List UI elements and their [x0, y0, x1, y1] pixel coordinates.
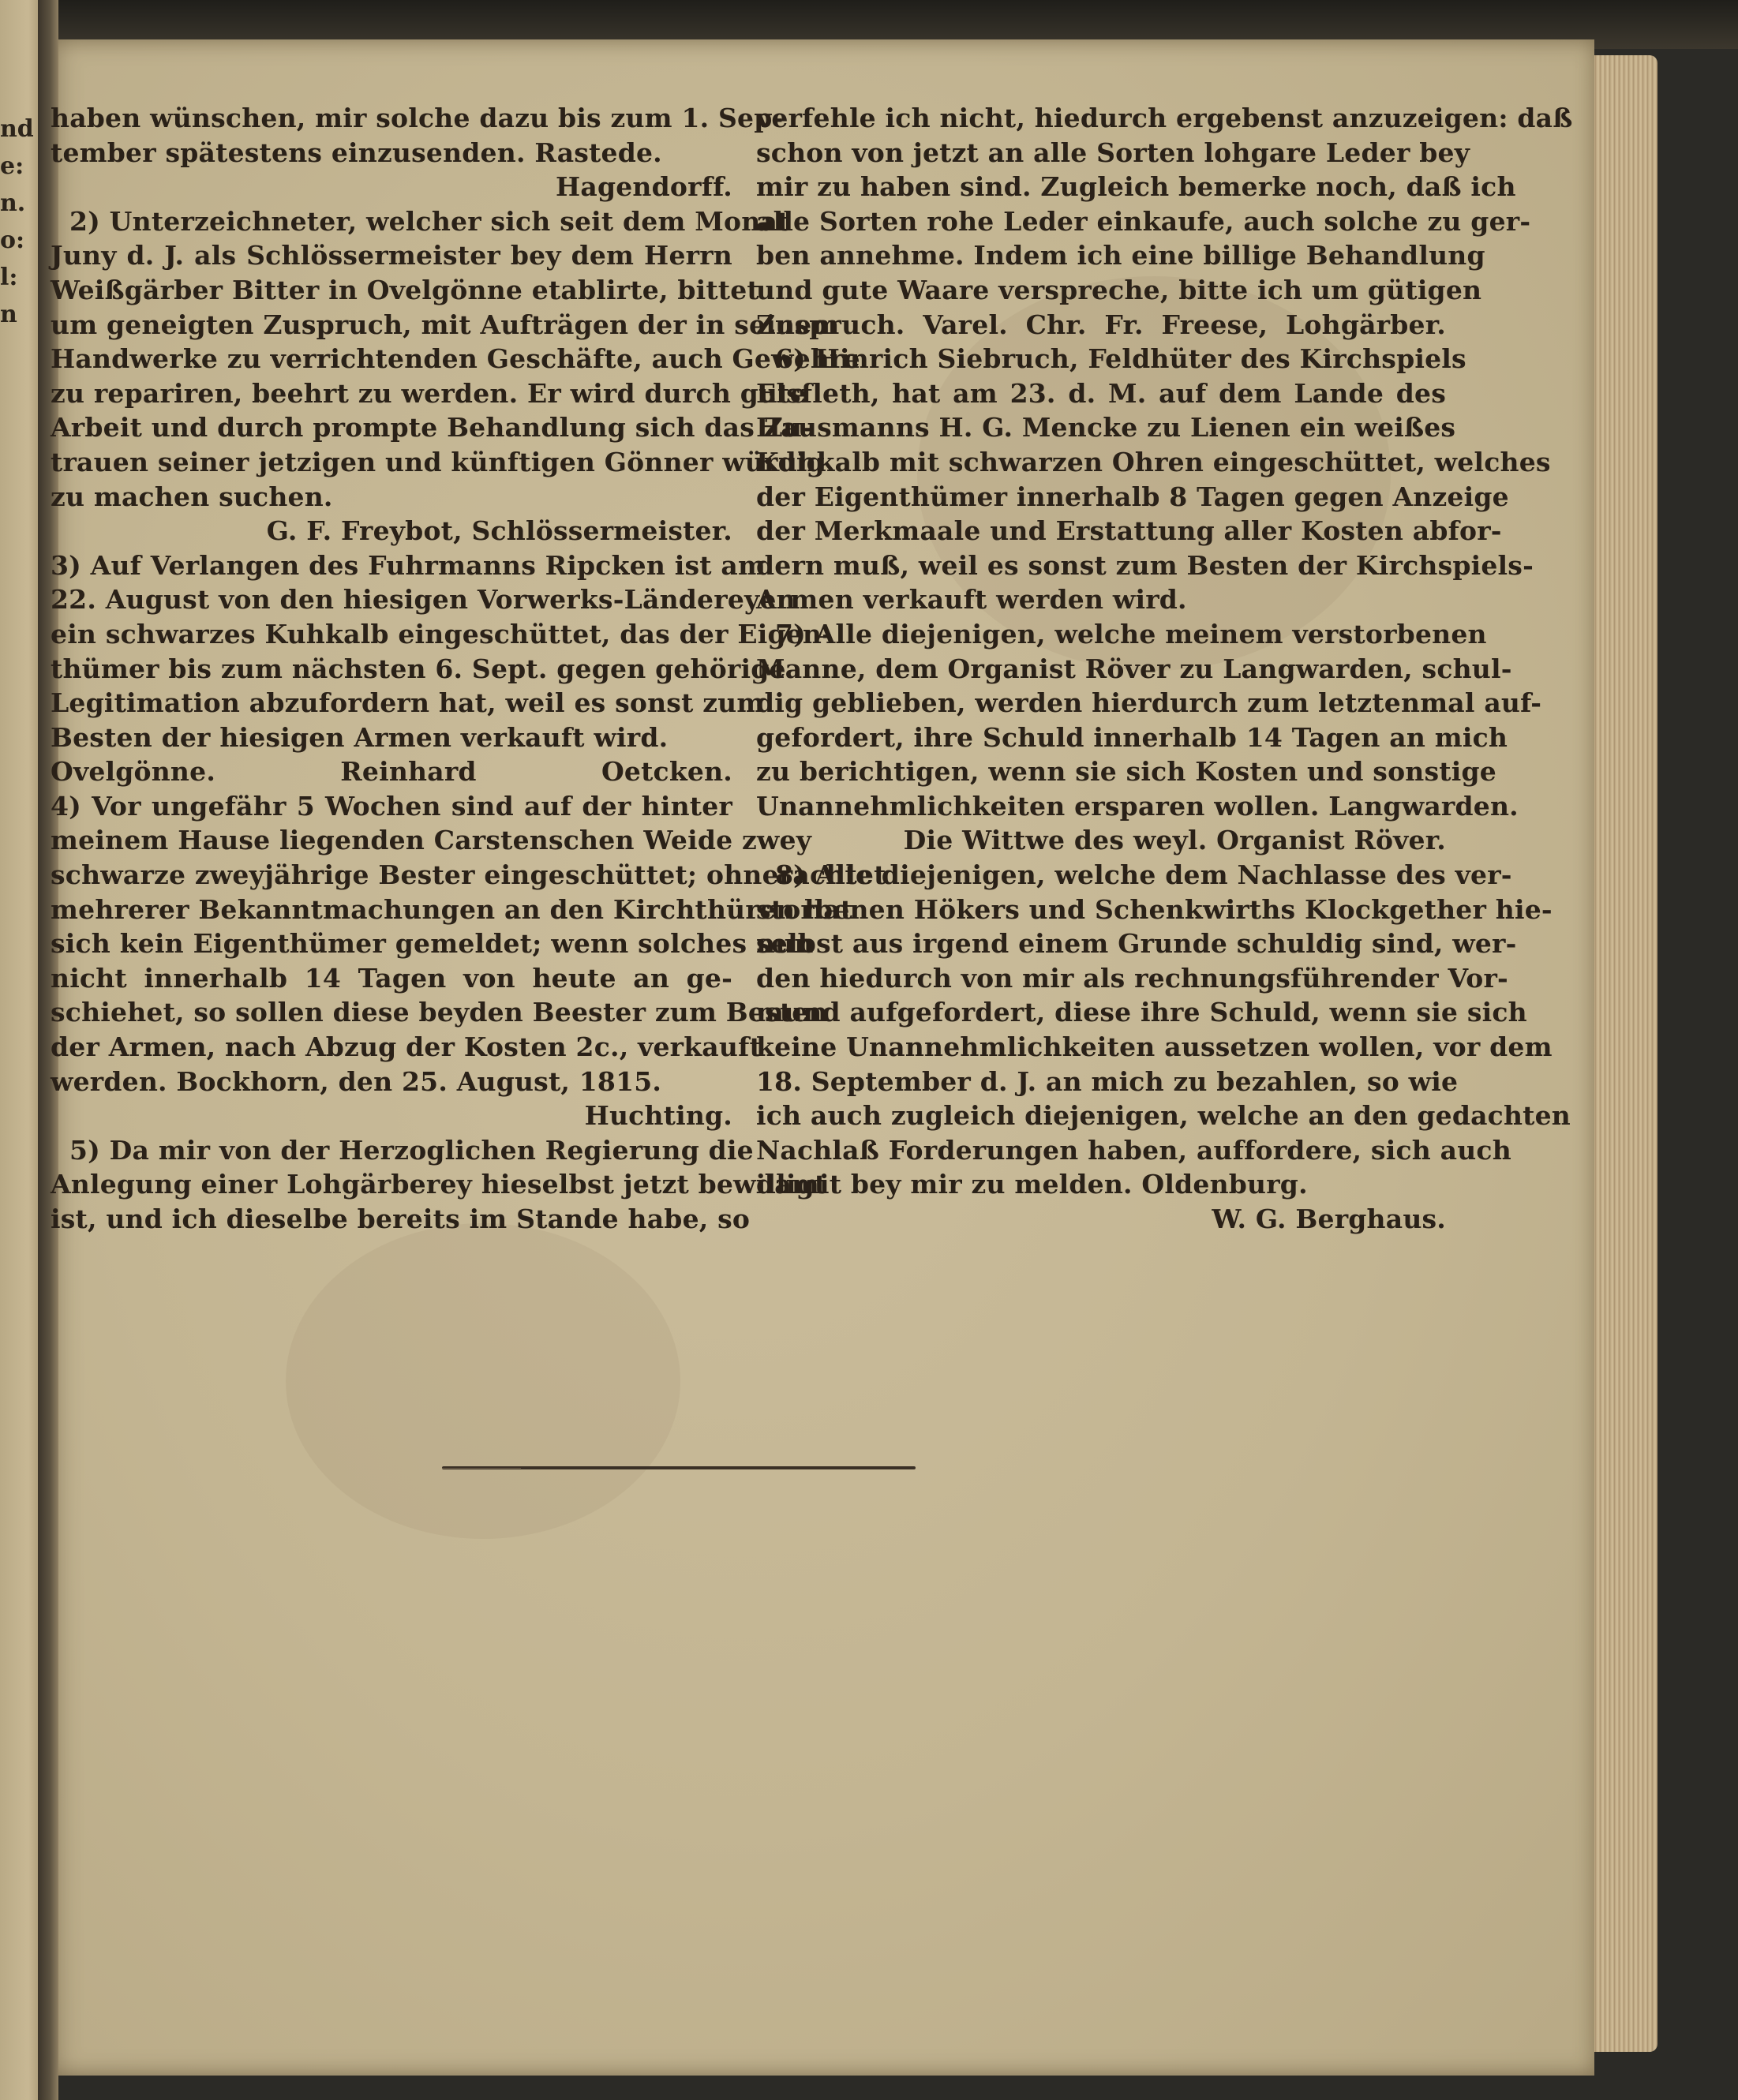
text-line: Arbeit und durch prompte Behandlung sich das Zu- [51, 412, 814, 444]
text-line: Huchting. [584, 1100, 732, 1132]
text-line: schon von jetzt an alle Sorten lohgare Leder bey [756, 137, 1470, 168]
text-line: Anlegung einer Lohgärberey hieselbst jetzt bewilligt [51, 1169, 827, 1200]
text-line: dern muß, weil es sonst zum Besten der Kirchspiels- [756, 549, 1534, 581]
text-line: haben wünschen, mir solche dazu bis zum 1. Sep- [51, 103, 784, 133]
text-line: ist, und ich dieselbe bereits im Stande habe, so [51, 1203, 751, 1234]
text-line: 5) Da mir von der Herzoglichen Regierung die [69, 1134, 754, 1166]
left-fragment: l: [0, 264, 18, 291]
text-line: mir zu haben sind. Zugleich bemerke noch, daß ich [756, 171, 1516, 203]
text-line: zu machen suchen. [51, 481, 333, 512]
text-line: trauen seiner jetzigen und künftigen Gönner würdig [51, 446, 825, 477]
text-line: Armen verkauft werden wird. [756, 584, 1187, 616]
text-line: G. F. Freybot, Schlössermeister. [266, 515, 732, 547]
text-line: Kuhkalb mit schwarzen Ohren eingeschüttet, welches [756, 446, 1551, 477]
text-line: 4) Vor ungefähr 5 Wochen sind auf der hinter [51, 790, 732, 822]
text-line: W. G. Berghaus. [1212, 1203, 1446, 1234]
text-line: ich auch zugleich diejenigen, welche an den gedachten [756, 1100, 1571, 1132]
text-line: der Armen, nach Abzug der Kosten 2c., verkauft [51, 1031, 762, 1063]
text-line: tember spätestens einzusenden. Rastede. [51, 137, 662, 168]
text-line: 6) Hinrich Siebruch, Feldhüter des Kirchspiels [775, 343, 1466, 375]
text-line: schiehet, so sollen diese beyden Beester zum Besten [51, 997, 828, 1028]
text-line: 2) Unterzeichneter, welcher sich seit dem Monat [69, 205, 790, 237]
text-line: Legitimation abzufordern hat, weil es sonst zum [51, 687, 765, 719]
text-line: Juny d. J. als Schlössermeister bey dem Herrn [51, 240, 732, 271]
text-line: Besten der hiesigen Armen verkauft wird. [51, 721, 669, 753]
text-line: nicht innerhalb 14 Tagen von heute an ge- [51, 962, 732, 994]
text-line: selbst aus irgend einem Grunde schuldig sind, wer- [756, 928, 1517, 960]
text-line: 3) Auf Verlangen des Fuhrmanns Ripcken ist am [51, 549, 766, 581]
text-line: Nachlaß Forderungen haben, auffordere, sich auch [756, 1134, 1511, 1166]
page-stack-edge [1586, 55, 1657, 2052]
text-line: storbenen Hökers und Schenkwirths Klockgether hie- [756, 893, 1553, 925]
text-column-left [51, 101, 886, 1237]
text-line: Zuspruch. Varel. Chr. Fr. Freese, Lohgärber. [756, 309, 1446, 340]
text-line: um geneigten Zuspruch, mit Aufträgen der in seinem [51, 309, 840, 340]
text-line: zu berichtigen, wenn sie sich Kosten und sonstige [756, 756, 1496, 788]
text-line: Elsfleth, hat am 23. d. M. auf dem Lande des [756, 377, 1446, 409]
text-line: Manne, dem Organist Röver zu Langwarden, schul- [756, 653, 1512, 684]
text-line: Hausmanns H. G. Mencke zu Lienen ein weißes [756, 412, 1456, 444]
text-line: damit bey mir zu melden. Oldenburg. [756, 1169, 1308, 1200]
text-line: mehrerer Bekanntmachungen an den Kirchthüren hat [51, 893, 853, 925]
text-line: 22. August von den hiesigen Vorwerks-Ländereyen [51, 584, 796, 616]
left-fragment: n [0, 301, 17, 328]
text-line: werden. Bockhorn, den 25. August, 1815. [51, 1065, 662, 1097]
text-column-right [756, 101, 1573, 1237]
section-rule-tail [442, 1468, 521, 1469]
left-fragment: n. [0, 189, 26, 217]
text-line: zu repariren, beehrt zu werden. Er wird durch gute [51, 377, 807, 409]
text-line: verfehle ich nicht, hiedurch ergebenst anzuzeigen: daß [756, 103, 1573, 133]
text-line: der Eigenthümer innerhalb 8 Tagen gegen Anzeige [756, 481, 1509, 512]
left-fragment: e: [0, 152, 24, 180]
text-line: sich kein Eigenthümer gemeldet; wenn solches nun [51, 928, 814, 960]
left-page-fragments [0, 110, 32, 333]
text-line: ein schwarzes Kuhkalb eingeschüttet, das der Eigen- [51, 618, 833, 649]
text-line: dig geblieben, werden hierdurch zum letztenmal auf- [756, 687, 1542, 719]
left-fragment: o: [0, 226, 25, 254]
text-line: Ovelgönne. Reinhard Oetcken. [51, 756, 732, 788]
text-line: 8) Alle diejenigen, welche dem Nachlasse des ver- [775, 859, 1512, 891]
text-line: schwarze zweyjährige Bester eingeschüttet; ohnerachtet [51, 859, 886, 891]
text-line: thümer bis zum nächsten 6. Sept. gegen gehörige [51, 653, 786, 684]
text-line: gefordert, ihre Schuld innerhalb 14 Tagen an mich [756, 721, 1508, 753]
text-line: Handwerke zu verrichtenden Geschäfte, auch Gewehre [51, 343, 860, 375]
text-line: Die Wittwe des weyl. Organist Röver. [903, 825, 1446, 856]
text-line: keine Unannehmlichkeiten aussetzen wollen, vor dem [756, 1031, 1553, 1063]
left-fragment: nd [0, 115, 34, 143]
text-line: Weißgärber Bitter in Ovelgönne etablirte, bittet [51, 274, 759, 305]
text-line: und gute Waare verspreche, bitte ich um gütigen [756, 274, 1482, 305]
paper-stain [286, 1223, 680, 1539]
text-line: alle Sorten rohe Leder einkaufe, auch solche zu ger- [756, 205, 1531, 237]
text-line: mund aufgefordert, diese ihre Schuld, wenn sie sich [756, 997, 1527, 1028]
text-line: Hagendorff. [556, 171, 732, 203]
text-line: der Merkmaale und Erstattung aller Kosten abfor- [756, 515, 1502, 547]
text-line: 7) Alle diejenigen, welche meinem verstorbenen [775, 618, 1487, 649]
text-line: Unannehmlichkeiten ersparen wollen. Langwarden. [756, 790, 1519, 822]
text-line: meinem Hause liegenden Carstenschen Weide zwey [51, 825, 812, 856]
text-line: 18. September d. J. an mich zu bezahlen, so wie [756, 1065, 1459, 1097]
text-line: den hiedurch von mir als rechnungsführender Vor- [756, 962, 1508, 994]
text-line: ben annehme. Indem ich eine billige Behandlung [756, 240, 1485, 271]
